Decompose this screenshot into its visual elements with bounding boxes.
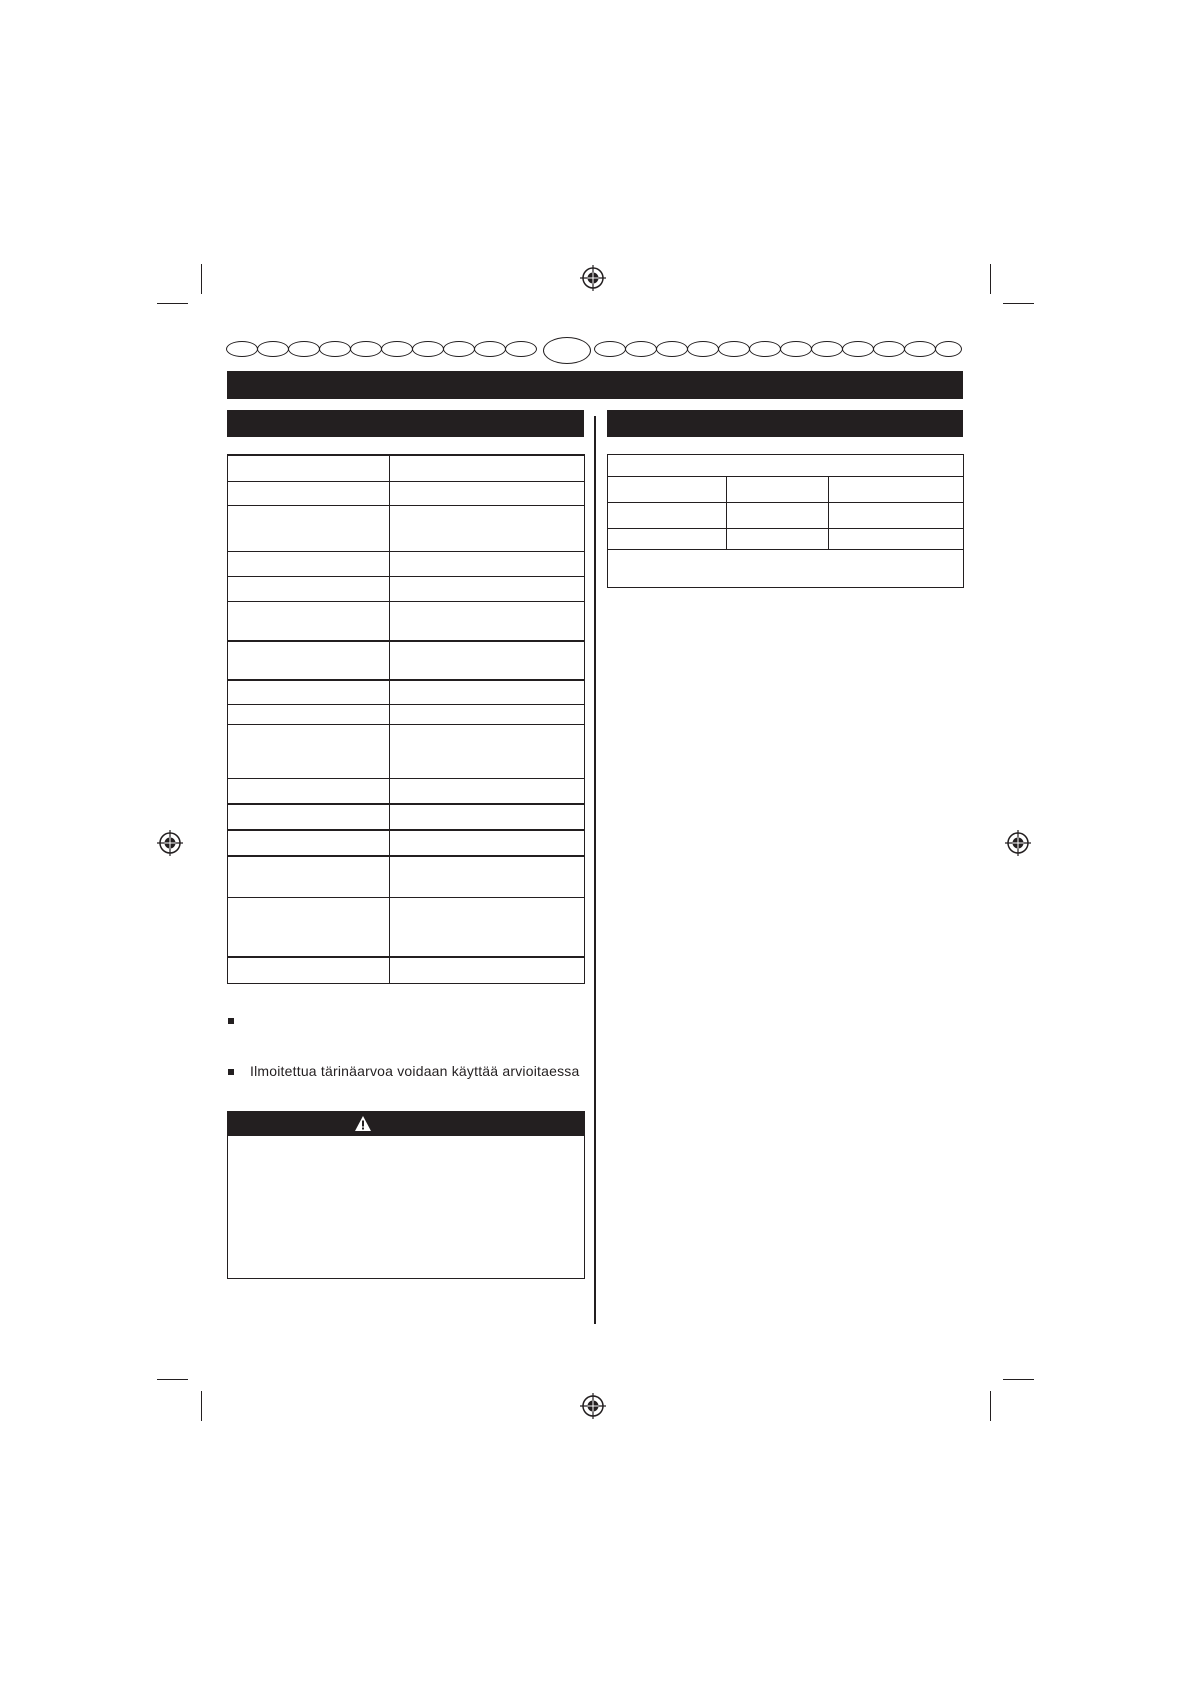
table-cell: [608, 503, 727, 529]
language-tab[interactable]: [842, 341, 874, 357]
vibration-table: [607, 454, 964, 588]
spec-value: [390, 830, 585, 856]
table-row: [608, 477, 964, 503]
table-footer-cell: [608, 550, 964, 588]
warning-header: [228, 1112, 584, 1136]
language-tab[interactable]: [594, 341, 626, 357]
language-tab[interactable]: [319, 341, 351, 357]
spec-value: [390, 576, 585, 601]
table-cell: [727, 529, 829, 550]
crop-mark-bottom-left-vertical: [201, 1391, 202, 1421]
table-header-cell: [608, 455, 964, 477]
table-row: [228, 641, 585, 680]
language-tab[interactable]: [749, 341, 781, 357]
table-row: [228, 551, 585, 576]
bullet-marker: [228, 1018, 234, 1024]
spec-label: [228, 724, 390, 778]
language-tab[interactable]: [350, 341, 382, 357]
spec-label: [228, 897, 390, 957]
spec-label: [228, 804, 390, 830]
warning-triangle-icon: [354, 1115, 372, 1132]
spec-value: [390, 641, 585, 680]
language-tab[interactable]: [780, 341, 812, 357]
bullet-marker: [228, 1069, 234, 1075]
spec-value: [390, 804, 585, 830]
spec-label: [228, 576, 390, 601]
page-title-bar: [227, 371, 963, 399]
language-tab[interactable]: [904, 341, 936, 357]
section-header-bar-right: [607, 410, 963, 437]
table-row: [228, 680, 585, 704]
spec-label: [228, 778, 390, 804]
spec-value: [390, 897, 585, 957]
table-row: [228, 830, 585, 856]
language-tab[interactable]: [412, 341, 444, 357]
crop-mark-bottom-right-horizontal: [1003, 1379, 1034, 1380]
language-tab-active[interactable]: [543, 337, 591, 364]
table-row: [228, 481, 585, 505]
column-divider: [594, 416, 596, 1324]
spec-label: [228, 680, 390, 704]
language-tab[interactable]: [226, 341, 258, 357]
language-tab[interactable]: [935, 341, 962, 357]
spec-label: [228, 704, 390, 724]
language-tab[interactable]: [381, 341, 413, 357]
section-header-bar-left: [227, 410, 584, 437]
language-tabs: [226, 337, 962, 364]
spec-value: [390, 551, 585, 576]
table-cell: [829, 529, 964, 550]
spec-value: [390, 704, 585, 724]
language-tab[interactable]: [718, 341, 750, 357]
table-row: [228, 601, 585, 641]
table-row: [228, 856, 585, 897]
crop-mark-top-left-horizontal: [157, 303, 188, 304]
spec-label: [228, 601, 390, 641]
language-tab[interactable]: [687, 341, 719, 357]
language-tab[interactable]: [625, 341, 657, 357]
spec-label: [228, 481, 390, 505]
table-header-row: [608, 455, 964, 477]
language-tab[interactable]: [811, 341, 843, 357]
specifications-table: [227, 454, 585, 984]
registration-mark-left-icon: [157, 830, 183, 856]
spec-label: [228, 830, 390, 856]
registration-mark-top-icon: [580, 265, 606, 291]
table-row: [228, 576, 585, 601]
spec-value: [390, 680, 585, 704]
table-cell: [608, 529, 727, 550]
spec-value: [390, 455, 585, 481]
crop-mark-top-left-vertical: [201, 264, 202, 294]
language-tab[interactable]: [873, 341, 905, 357]
table-footer-row: [608, 550, 964, 588]
spec-label: [228, 641, 390, 680]
spec-label: [228, 505, 390, 551]
language-tab[interactable]: [288, 341, 320, 357]
table-row: [608, 503, 964, 529]
table-cell: [608, 477, 727, 503]
table-row: [228, 804, 585, 830]
warning-box: [227, 1111, 585, 1279]
table-row: [228, 724, 585, 778]
spec-value: [390, 601, 585, 641]
table-row: [228, 455, 585, 481]
spec-label: [228, 856, 390, 897]
table-cell: [727, 503, 829, 529]
table-row: [228, 778, 585, 804]
registration-mark-bottom-icon: [580, 1393, 606, 1419]
table-row: [228, 505, 585, 551]
bullet-text: Ilmoitettua tärinäarvoa voidaan käyttää arvioitaessa: [250, 1063, 580, 1079]
spec-value: [390, 724, 585, 778]
table-row: [228, 704, 585, 724]
spec-label: [228, 957, 390, 983]
spec-label: [228, 455, 390, 481]
crop-mark-bottom-left-horizontal: [157, 1379, 188, 1380]
language-tab[interactable]: [656, 341, 688, 357]
table-row: [608, 529, 964, 550]
spec-value: [390, 505, 585, 551]
spec-value: [390, 856, 585, 897]
spec-label: [228, 551, 390, 576]
language-tab[interactable]: [474, 341, 506, 357]
registration-mark-right-icon: [1005, 830, 1031, 856]
spec-value: [390, 778, 585, 804]
crop-mark-top-right-vertical: [990, 264, 991, 294]
table-cell: [829, 503, 964, 529]
language-tab[interactable]: [505, 341, 537, 357]
language-tab[interactable]: [443, 341, 475, 357]
crop-mark-bottom-right-vertical: [990, 1391, 991, 1421]
crop-mark-top-right-horizontal: [1003, 303, 1034, 304]
table-row: [228, 957, 585, 983]
table-row: [228, 897, 585, 957]
spec-value: [390, 481, 585, 505]
language-tab[interactable]: [257, 341, 289, 357]
spec-value: [390, 957, 585, 983]
table-cell: [727, 477, 829, 503]
table-cell: [829, 477, 964, 503]
